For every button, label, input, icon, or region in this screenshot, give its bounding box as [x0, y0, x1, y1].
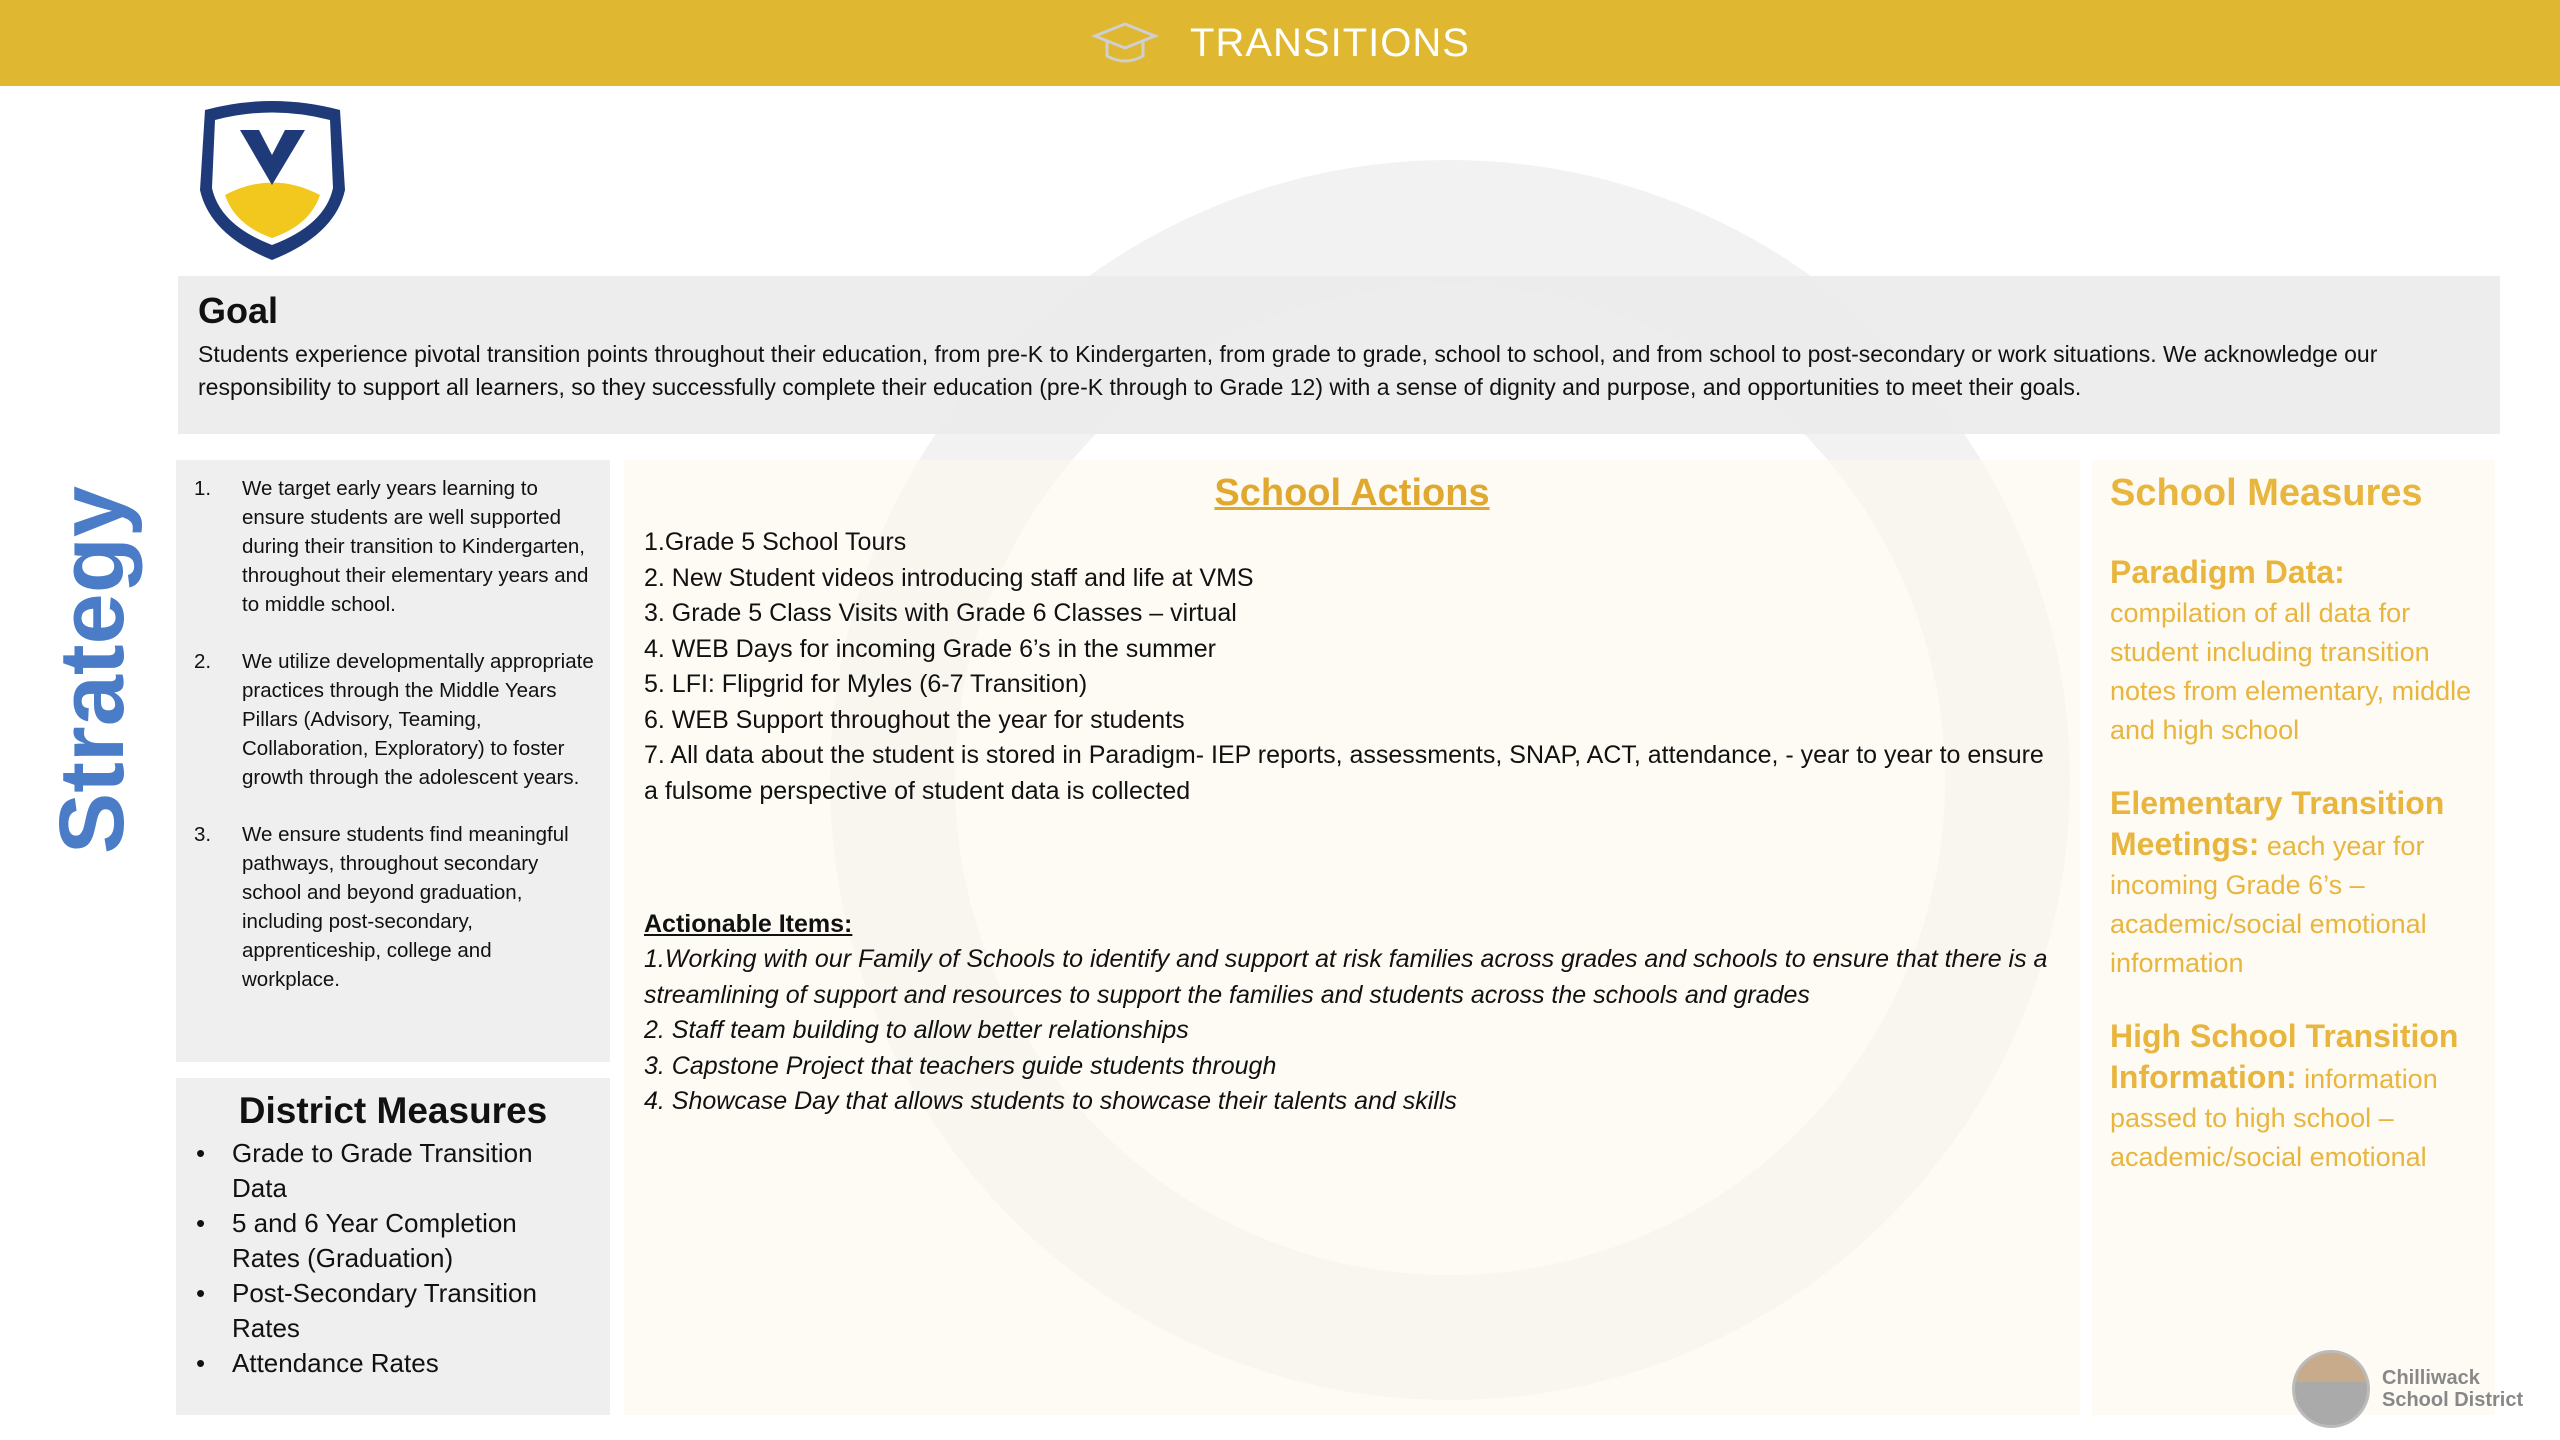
- graduation-cap-icon: [1090, 18, 1160, 68]
- school-measures-heading: School Measures: [2110, 472, 2423, 514]
- district-measure-item: • Post-Secondary Transition Rates: [196, 1276, 590, 1346]
- page-title: TRANSITIONS: [1190, 20, 1470, 65]
- district-measure-item: • 5 and 6 Year Completion Rates (Graduation): [196, 1206, 590, 1276]
- goal-text: Students experience pivotal transition points throughout their education, from pre-K to Kindergarten, from grade to grade, school to school, and from school to post-secondary or work situations. We acknowledge our responsibility to support all learners, so they successfully complete their education (pre-K through to Grade 12) with a sense of dignity and purpose, and opportunities to meet their goals.: [198, 341, 2378, 400]
- district-measure-item: • Attendance Rates: [196, 1346, 590, 1381]
- strategy-item: [194, 474, 594, 619]
- measure-block: [2110, 1017, 2477, 1177]
- action-item: 2. New Student videos introducing staff and life at VMS: [644, 563, 1254, 592]
- item-number: 2.: [194, 650, 212, 673]
- item-text: Post-Secondary Transition Rates: [232, 1278, 537, 1343]
- measure-block: [2110, 553, 2477, 750]
- item-text: We utilize developmentally appropriate practices through the Middle Years Pillars (Advisory, Teaming, Collaboration, Exploratory) to foster growth through the adolescent years.: [242, 650, 594, 789]
- school-actions-heading: School Actions: [1214, 472, 1490, 514]
- action-item: 5. LFI: Flipgrid for Myles (6-7 Transition): [644, 670, 1088, 698]
- measure-text: each year for incoming Grade 6’s – academic/social emotional information: [2110, 831, 2427, 978]
- school-actions: [624, 460, 2080, 1415]
- strategy-item: [194, 647, 594, 792]
- strategy-item: [194, 820, 594, 994]
- goal-section: [178, 276, 2500, 434]
- strategy-label: Strategy: [41, 485, 143, 855]
- measure-text: information passed to high school – academic/social emotional: [2110, 1064, 2438, 1172]
- item-text: 5 and 6 Year Completion Rates (Graduation): [232, 1208, 517, 1273]
- strategy-list: [176, 460, 610, 1062]
- actionable-items-heading: Actionable Items:: [644, 910, 853, 938]
- actionable-item: 3. Capstone Project that teachers guide students through: [644, 1051, 1277, 1080]
- action-item: 4. WEB Days for incoming Grade 6’s in the summer: [644, 634, 1216, 663]
- school-crest-logo: [185, 100, 360, 262]
- district-logo-line1: Chilliwack: [2382, 1367, 2480, 1389]
- actionable-item: 2. Staff team building to allow better relationships: [644, 1016, 1189, 1044]
- item-number: 1.: [194, 477, 212, 500]
- item-text: Attendance Rates: [232, 1348, 439, 1378]
- item-text: We target early years learning to ensure students are well supported during their transition to Kindergarten, throughout their elementary years and to middle school.: [242, 477, 589, 616]
- district-measure-item: • Grade to Grade Transition Data: [196, 1136, 590, 1206]
- actionable-item: 4. Showcase Day that allows students to showcase their talents and skills: [644, 1087, 1457, 1115]
- item-number: 3.: [194, 823, 212, 846]
- measure-block: [2110, 784, 2477, 983]
- measure-title: High School Transition Information:: [2110, 1018, 2459, 1095]
- measure-title: Paradigm Data:: [2110, 554, 2345, 590]
- district-measures: [176, 1078, 610, 1415]
- district-logo-icon: [2292, 1350, 2370, 1428]
- measure-title: Elementary Transition Meetings:: [2110, 785, 2445, 862]
- item-text: Grade to Grade Transition Data: [232, 1138, 533, 1203]
- district-logo-line2: School District: [2382, 1389, 2524, 1411]
- action-item: 3. Grade 5 Class Visits with Grade 6 Classes – virtual: [644, 599, 1237, 627]
- item-text: We ensure students find meaningful pathways, throughout secondary school and beyond graduation, including post-secondary, apprenticeship, college and workplace.: [242, 823, 569, 991]
- district-measures-heading: District Measures: [238, 1090, 548, 1131]
- measure-text: compilation of all data for student including transition notes from elementary, middle and high school: [2110, 598, 2472, 745]
- district-logo: [2292, 1350, 2523, 1428]
- action-item: 1.Grade 5 School Tours: [644, 528, 907, 556]
- action-item: 7. All data about the student is stored in Paradigm- IEP reports, assessments, SNAP, ACT, attendance, - year to year to ensure a fulsome perspective of student data is collected: [644, 741, 2044, 805]
- action-item: 6. WEB Support throughout the year for students: [644, 705, 1185, 734]
- actionable-item: 1.Working with our Family of Schools to identify and support at risk families across grades and schools to ensure that there is a streamlining of support and resources to support the families and students across the schools and grades: [644, 945, 2048, 1009]
- goal-heading: Goal: [198, 290, 279, 331]
- header-bar: [0, 0, 2560, 86]
- school-measures: [2092, 460, 2495, 1415]
